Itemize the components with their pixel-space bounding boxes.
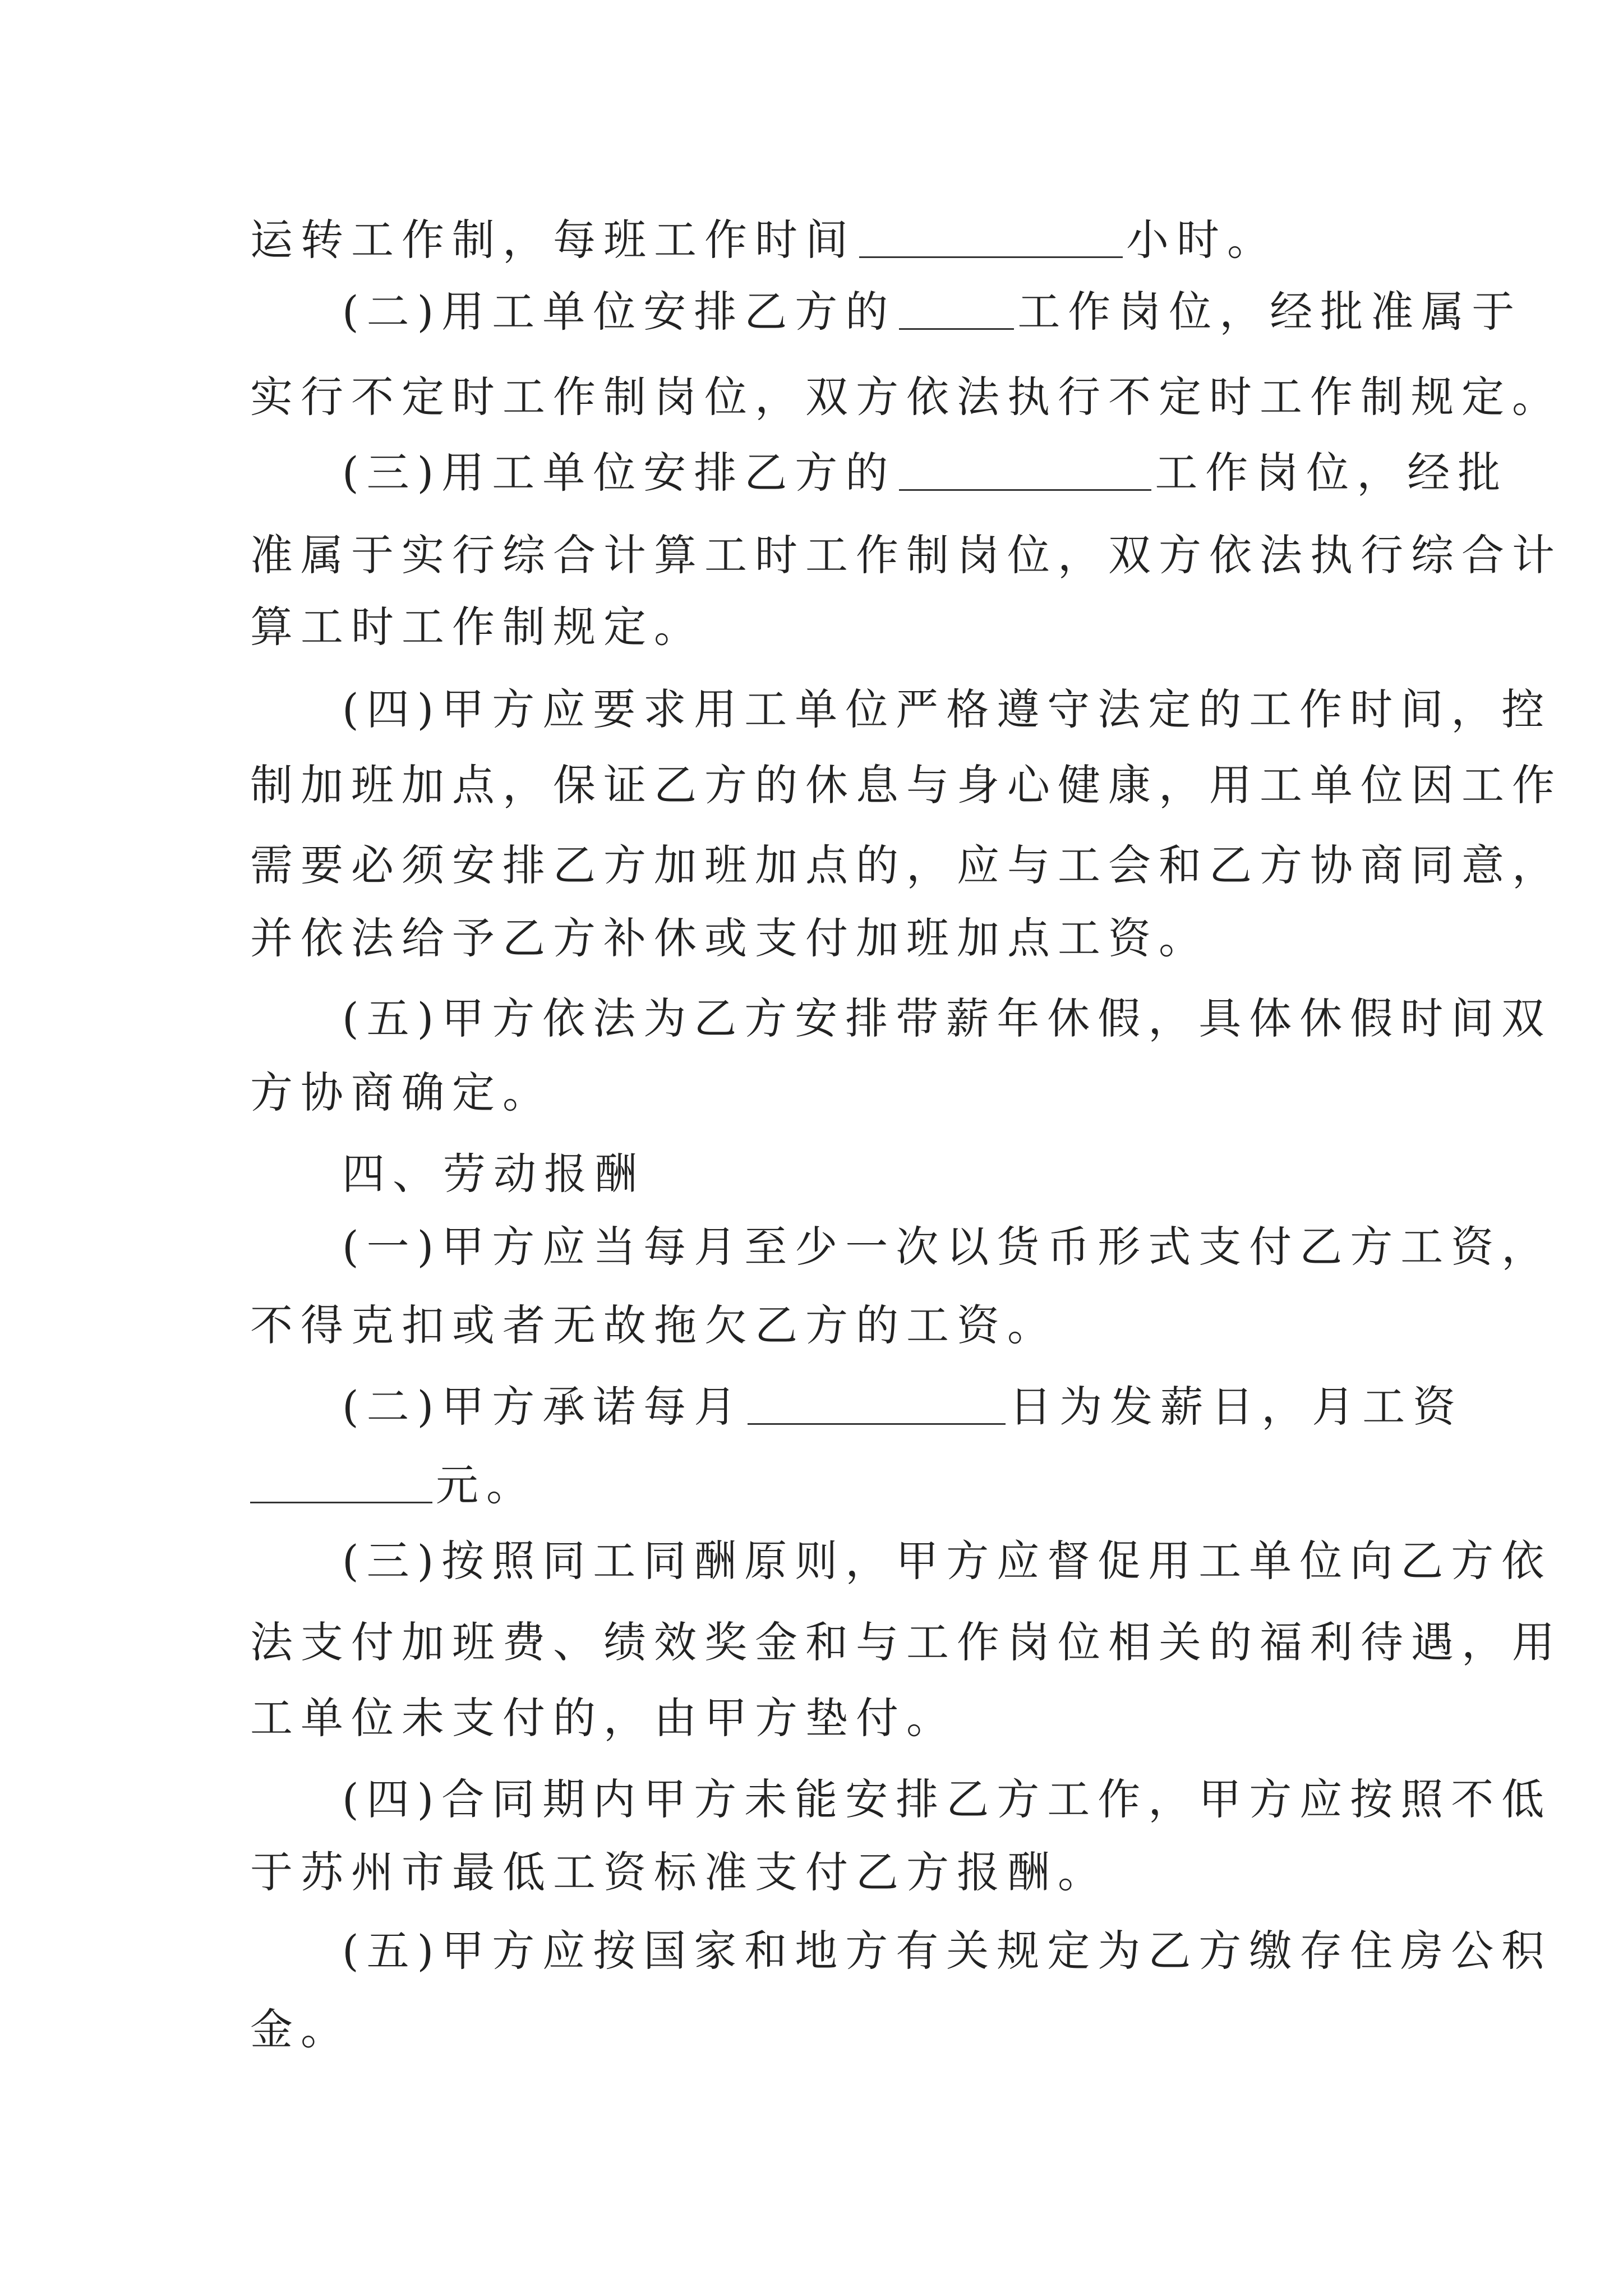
line-5 — [250, 528, 1562, 582]
text: (五)甲方依法为乙方安排带薪年休假，具体休假时间双 — [342, 993, 1552, 1043]
text: 方协商确定。 — [250, 1068, 553, 1117]
text: 四、劳动报酬 — [342, 1149, 645, 1199]
text: 于苏州市最低工资标准支付乙方报酬。 — [250, 1847, 1108, 1897]
text: 不得克扣或者无故拖欠乙方的工资。 — [250, 1300, 1058, 1350]
section-3-3 — [342, 446, 1508, 500]
line-8 — [250, 758, 1562, 812]
text: 小时。 — [1126, 215, 1278, 265]
text: (四)合同期内甲方未能安排乙方工作，甲方应按照不低 — [342, 1774, 1552, 1824]
text: 工作岗位，经批 — [1155, 448, 1509, 498]
line-20 — [250, 1691, 957, 1745]
text: 运转工作制，每班工作时间 — [250, 215, 856, 265]
blank-field — [899, 455, 1151, 491]
text: 准属于实行综合计算工时工作制岗位，双方依法执行综合计 — [250, 530, 1562, 580]
text: (五)甲方应按国家和地方有关规定为乙方缴存住房公积 — [342, 1926, 1552, 1976]
section-4-1 — [342, 1220, 1552, 1274]
text: 需要必须安排乙方加班加点的，应与工会和乙方协商同意， — [250, 840, 1562, 890]
line-1 — [250, 213, 1278, 267]
section-3-5 — [342, 992, 1552, 1046]
blank-field — [899, 295, 1014, 330]
text: 工作岗位，经批准属于 — [1017, 287, 1523, 337]
text: 制加班加点，保证乙方的休息与身心健康，用工单位因工作 — [250, 760, 1562, 810]
line-24 — [250, 2003, 351, 2056]
section-4-3 — [342, 1534, 1552, 1588]
text: (二)用工单位安排乙方的 — [342, 287, 896, 337]
text: (一)甲方应当每月至少一次以货币形式支付乙方工资， — [342, 1222, 1552, 1272]
line-12 — [250, 1066, 553, 1120]
line-10 — [250, 912, 1209, 965]
section-4-2 — [342, 1380, 1463, 1434]
section-3-2 — [342, 285, 1522, 339]
line-15 — [250, 1299, 1058, 1352]
section-heading-4 — [342, 1147, 645, 1201]
text: (三)按照同工同酬原则，甲方应督促用工单位向乙方依 — [342, 1536, 1552, 1586]
blank-field — [748, 1389, 1006, 1425]
line-17 — [250, 1458, 537, 1512]
blank-field — [859, 223, 1123, 258]
text: 金。 — [250, 2004, 351, 2054]
text: 元。 — [436, 1460, 537, 1510]
section-4-4 — [342, 1773, 1552, 1826]
text: (三)用工单位安排乙方的 — [342, 448, 896, 498]
text: 实行不定时工作制岗位，双方依法执行不定时工作制规定。 — [250, 372, 1562, 422]
text: 工单位未支付的，由甲方垫付。 — [250, 1693, 957, 1743]
line-19 — [250, 1616, 1562, 1669]
text: 日为发薪日，月工资 — [1009, 1382, 1464, 1432]
line-3 — [250, 370, 1562, 424]
line-22 — [250, 1846, 1108, 1899]
text: (二)甲方承诺每月 — [342, 1382, 745, 1432]
text: 法支付加班费、绩效奖金和与工作岗位相关的福利待遇，用 — [250, 1617, 1562, 1667]
blank-field — [250, 1468, 432, 1503]
line-9 — [250, 839, 1562, 892]
section-3-4 — [342, 683, 1552, 737]
text: (四)甲方应要求用工单位严格遵守法定的工作时间，控 — [342, 684, 1552, 734]
line-6 — [250, 600, 704, 654]
text: 并依法给予乙方补休或支付加班加点工资。 — [250, 913, 1209, 963]
section-4-5 — [342, 1924, 1552, 1978]
text: 算工时工作制规定。 — [250, 602, 704, 652]
